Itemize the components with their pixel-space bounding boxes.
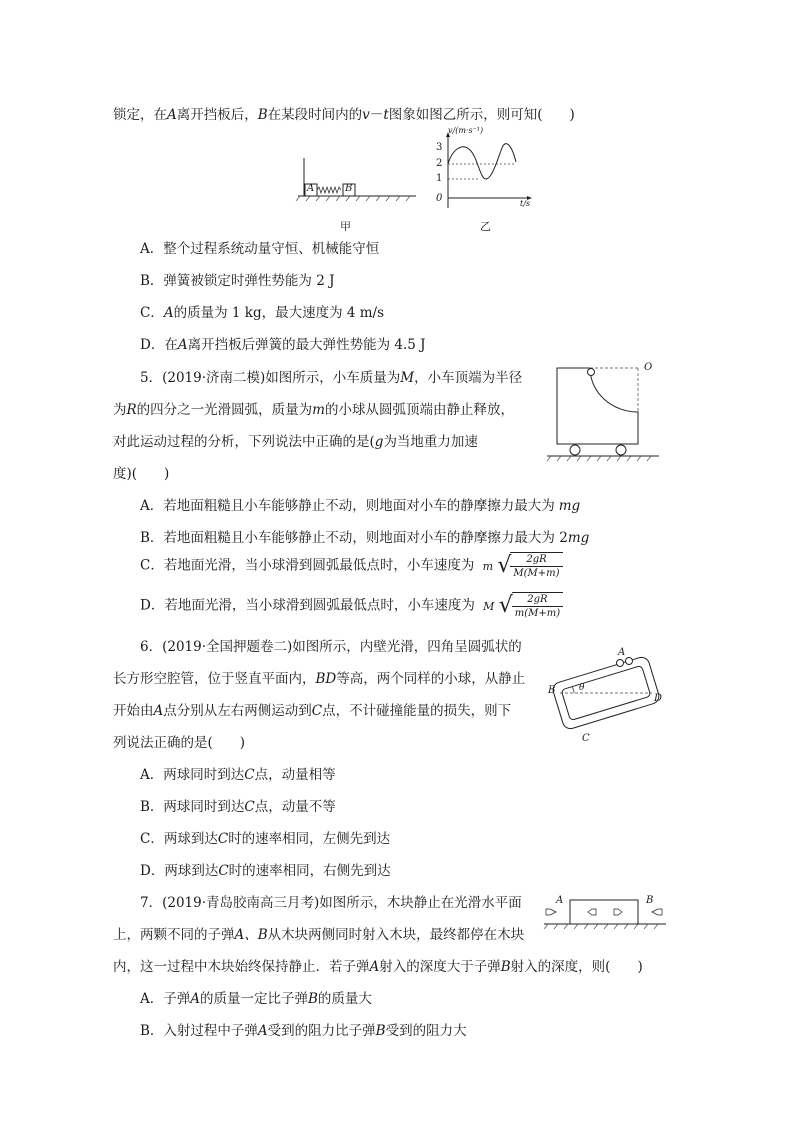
q7-option-b: B．入射过程中子弹A受到的阻力比子弹B受到的阻力大 xyxy=(140,1023,467,1039)
point-c-label: C xyxy=(582,733,590,744)
bullet-a-label: A xyxy=(556,895,564,906)
q5-option-c: C．若地面光滑，当小球滑到圆弧最低点时，小车速度为 m √ $\frac{2gR}{M(M+m)}$ xyxy=(140,552,563,580)
figure-jia xyxy=(288,150,418,235)
sqrt-expression: √ $\frac{2gR}{m(M+m)}$ xyxy=(499,592,563,620)
y-axis-label: v/(m·s⁻¹) xyxy=(448,126,484,135)
q5-stem-line-2: 为R的四分之一光滑圆弧，质量为m的小球从圆弧顶端由静止释放， xyxy=(113,402,514,418)
q5-stem-line-3: 对此运动过程的分析，下列说法中正确的是(g为当地重力加速 xyxy=(113,434,478,450)
intro-line: 锁定，在A离开挡板后，B在某段时间内的v－t图象如图乙所示，则可知( ) xyxy=(113,107,575,123)
q6-option-a: A．两球同时到达C点，动量相等 xyxy=(140,767,336,783)
figure-yi-caption: 乙 xyxy=(480,220,491,233)
origin-label: 0 xyxy=(436,193,443,204)
cart-arc-diagram xyxy=(545,362,665,462)
q4-option-b: B．弹簧被锁定时弹性势能为 2 J xyxy=(140,273,335,289)
point-b-label: B xyxy=(548,685,556,696)
block-b-label: B xyxy=(345,183,353,194)
q7-stem-line-2: 上，两颗不同的子弹A、B从木块两侧同时射入木块，最终都停在木块 xyxy=(113,927,525,943)
q5-option-a: A．若地面粗糙且小车能够静止不动，则地面对小车的静摩擦力最大为 mg xyxy=(140,498,581,514)
q5-option-d: D．若地面光滑，当小球滑到圆弧最低点时，小车速度为 M √ $\frac{2gR}{m(M+m)}$ xyxy=(140,592,563,620)
point-d-label: D xyxy=(654,693,663,704)
q4-option-a: A．整个过程系统动量守恒、机械能守恒 xyxy=(140,241,380,257)
point-a-label: A xyxy=(618,647,626,658)
sqrt-expression: √ $\frac{2gR}{M(M+m)}$ xyxy=(497,552,562,580)
point-o-label: O xyxy=(644,362,653,373)
q5-option-b: B．若地面粗糙且小车能够静止不动，则地面对小车的静摩擦力最大为 2mg xyxy=(140,530,590,546)
q6-stem-line-2: 长方形空腔管，位于竖直平面内，BD等高，两个同样的小球，从静止 xyxy=(113,671,526,687)
q6-stem-line-1: 6．(2019·全国押题卷二)如图所示，内壁光滑，四角呈圆弧状的 xyxy=(140,639,522,655)
q6-option-b: B．两球同时到达C点，动量不等 xyxy=(140,799,336,815)
y-tick-2: 2 xyxy=(436,158,443,169)
bullet-b-label: B xyxy=(646,895,654,906)
q6-stem-line-3: 开始由A点分别从左右两侧运动到C点，不计碰撞能量的损失，则下 xyxy=(113,703,512,719)
figure-block xyxy=(542,890,672,935)
q6-option-d: D．两球到达C时的速率相同，右侧先到达 xyxy=(140,863,391,879)
q4-option-d: D．在A离开挡板后弹簧的最大弹性势能为 4.5 J xyxy=(140,337,426,353)
y-tick-1: 1 xyxy=(436,173,443,184)
q7-stem-line-1: 7．(2019·青岛胶南高三月考)如图所示，木块静止在光滑水平面 xyxy=(140,895,522,911)
q4-option-c: C．A的质量为 1 kg，最大速度为 4 m/s xyxy=(140,305,385,321)
x-axis-label: t/s xyxy=(520,199,531,208)
q5-stem-line-4: 度)( ) xyxy=(113,466,170,482)
wall-block-spring-diagram xyxy=(288,150,418,210)
q5-stem-line-1: 5．(2019·济南二模)如图所示，小车质量为M，小车顶端为半径 xyxy=(140,370,523,386)
q6-stem-line-4: 列说法正确的是( ) xyxy=(113,735,246,751)
q7-stem-line-3: 内，这一过程中木块始终保持静止．若子弹A射入的深度大于子弹B射入的深度，则( ) xyxy=(113,959,643,975)
angle-theta-label: θ xyxy=(579,683,585,693)
figure-tube xyxy=(542,645,672,745)
y-tick-3: 3 xyxy=(436,142,443,153)
figure-jia-caption: 甲 xyxy=(340,220,351,233)
q6-option-c: C．两球到达C时的速率相同，左侧先到达 xyxy=(140,831,391,847)
tube-diagram xyxy=(542,645,672,745)
q7-option-a: A．子弹A的质量一定比子弹B的质量大 xyxy=(140,991,372,1007)
figure-yi xyxy=(428,126,538,234)
figure-cart xyxy=(545,362,665,462)
block-a-label: A xyxy=(307,183,315,194)
